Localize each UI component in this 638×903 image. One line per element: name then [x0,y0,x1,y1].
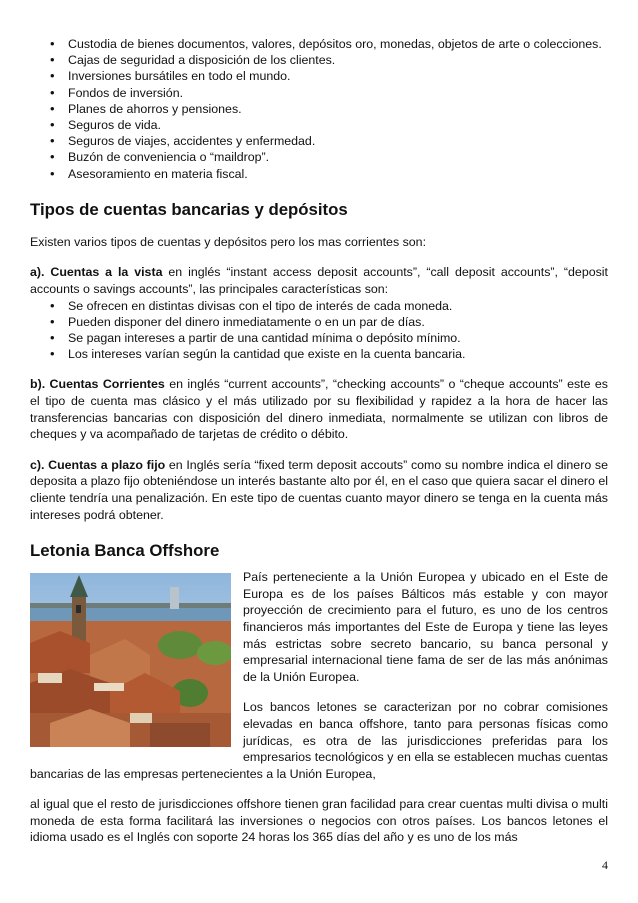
list-item: • Seguros de vida. [30,117,608,133]
list-item: • Los intereses varían según la cantidad que existe en la cuenta bancaria. [30,346,608,362]
riga-city-photo [30,573,231,747]
list-item: • Se pagan intereses a partir de una cantidad mínima o depósito mínimo. [30,330,608,346]
cuentas-corrientes-label: b). Cuentas Corrientes [30,377,165,392]
letonia-paragraph-3: al igual que el resto de jurisdicciones offshore tienen gran facilidad para crear cuentas multi divisa o multi moneda de esta forma facilitará las inversiones o negocios con otros países. Los bancos letones el idioma usado es el Inglés con soporte 24 horas los 365 días del año y es uno de los más [30,797,608,845]
cuentas-vista-list [30,298,608,363]
cuentas-corrientes-paragraph [30,376,608,442]
cuentas-corrientes-text: en inglés “current accounts”, “checking accounts” o “cheque accounts” este es el tipo de cuenta mas clásico y el más utilizado por su flexibilidad y rapidez a la hora de hacer las transferencias bancarias con disposición del dinero inmediata, normalmente se utilizan con libros de cheques y va acompañado de tarjetas de crédito o débito. [30,377,608,442]
list-item: • Se ofrecen en distintas divisas con el tipo de interés de cada moneda. [30,298,608,314]
list-item: • Inversiones bursátiles en todo el mundo. [30,68,608,84]
list-item: • Fondos de inversión. [30,85,608,101]
cuentas-vista-paragraph [30,264,608,297]
letonia-paragraph-1: País perteneciente a la Unión Europea y ubicado en el Este de Europa es de los países Bálticos más estable y con mayor proyección de crecimiento para el futuro, es uno de los centros financieros más importantes del Este de Europa y tiene las leyes más estrictas sobre secreto bancario, su banca personal y empresarial internacional tiene fama de ser de las más anónimas de la Unión Europea. [243,570,608,684]
list-item: • Seguros de viajes, accidentes y enfermedad. [30,133,608,149]
cuentas-plazo-fijo-label: c). Cuentas a plazo fijo [30,457,166,472]
tipos-intro: Existen varios tipos de cuentas y depósitos pero los mas corrientes son: [30,234,427,249]
cuentas-vista-text: en inglés “instant access deposit accounts”, “call deposit accounts”, “deposit accounts o savings accounts”, las principales características son: [30,265,608,297]
letonia-section [30,569,608,846]
cuentas-vista-label: a). Cuentas a la vista [30,265,163,280]
list-item: • Asesoramiento en materia fiscal. [30,166,608,182]
page-number: 4 [602,858,608,872]
section-heading-letonia: Letonia Banca Offshore [30,541,220,561]
list-item: • Buzón de conveniencia o “maildrop”. [30,149,608,165]
letonia-paragraph-2: Los bancos letones se caracterizan por no cobrar comisiones elevadas en banca offshore, tanto para personas físicas como jurídicas, es otra de las jurisdicciones preferidas para los empresarios tecnológicos y en ella se establecen muchas cuentas bancarias de las empresas pertenecientes a la Unión Europea, [30,700,608,781]
list-item: • Planes de ahorros y pensiones. [30,101,608,117]
list-item: • Pueden disponer del dinero inmediatamente o en un par de días. [30,314,608,330]
section-heading-tipos: Tipos de cuentas bancarias y depósitos [30,199,348,219]
services-list [30,36,608,182]
list-item: • Custodia de bienes documentos, valores, depósitos oro, monedas, objetos de arte o colecciones. [30,36,608,52]
list-item: • Cajas de seguridad a disposición de los clientes. [30,52,608,68]
cuentas-plazo-fijo-text: en Inglés sería “fixed term deposit accouts” como su nombre indica el dinero se deposita a plazo fijo obteniéndose un interés bastante alto por él, en el caso que quiera sacar el dinero el cliente tendría una penalización. En este tipo de cuentas cuanto mayor dinero se tenga en la cuenta más intereses podrá obtener. [30,457,608,522]
cuentas-plazo-fijo-paragraph [30,457,608,523]
page-content [30,36,608,846]
